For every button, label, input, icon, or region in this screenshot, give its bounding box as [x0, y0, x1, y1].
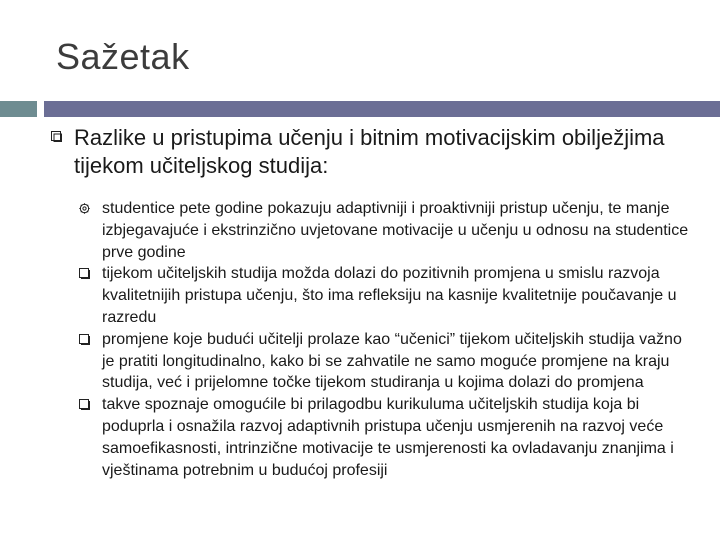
bullet-text: takve spoznaje omogućile bi prilagodbu kurikuluma učiteljskih studija koja bi poduprla i osnažila razvoj adaptivnih pristupa učenju usmjerenih na razvoj veće samoefikasnosti, intrinzične motivacije te usmjerenosti ka ovladavanju znanjima i vještinama potrebnim u budućoj profesiji: [102, 396, 674, 479]
square-bullet-icon: [79, 268, 90, 279]
bullet-text: promjene koje budući učitelji prolaze kao “učenici” tijekom učiteljskih studija važno je pratiti longitudinalno, kako bi se zahvatile ne samo moguće promjene na kraju studija, već i prijelomne točke tijekom studiranja u kojima dolazi do promjena: [102, 330, 682, 392]
accent-bar-left: [0, 101, 37, 117]
list-item: [102, 329, 694, 394]
list-item: [102, 394, 694, 481]
square-bullet-icon: [51, 131, 62, 142]
bullet-list: [102, 198, 694, 481]
square-bullet-icon: [79, 399, 90, 410]
slide-title: Sažetak: [56, 36, 190, 77]
bullet-text: tijekom učiteljskih studija možda dolazi do pozitivnih promjena u smislu razvoja kvalitetnijih pristupa učenju, što ima refleksiju na kasnije kvalitetnije poučavanje u razredu: [102, 265, 677, 326]
gear-bullet-icon: [79, 203, 90, 214]
list-item: [102, 263, 694, 328]
list-item: [102, 198, 694, 263]
square-bullet-icon: [79, 334, 90, 345]
bullet-text: studentice pete godine pokazuju adaptivniji i proaktivniji pristup učenju, te manje izbjegavajuće i ekstrinzično uvjetovane motivacije u učenju u odnosu na studentice prve godine: [102, 200, 689, 261]
level1-text: Razlike u pristupima učenju i bitnim motivacijskim obilježjima tijekom učiteljskog studija:: [74, 125, 665, 178]
accent-bar-right: [44, 101, 720, 117]
